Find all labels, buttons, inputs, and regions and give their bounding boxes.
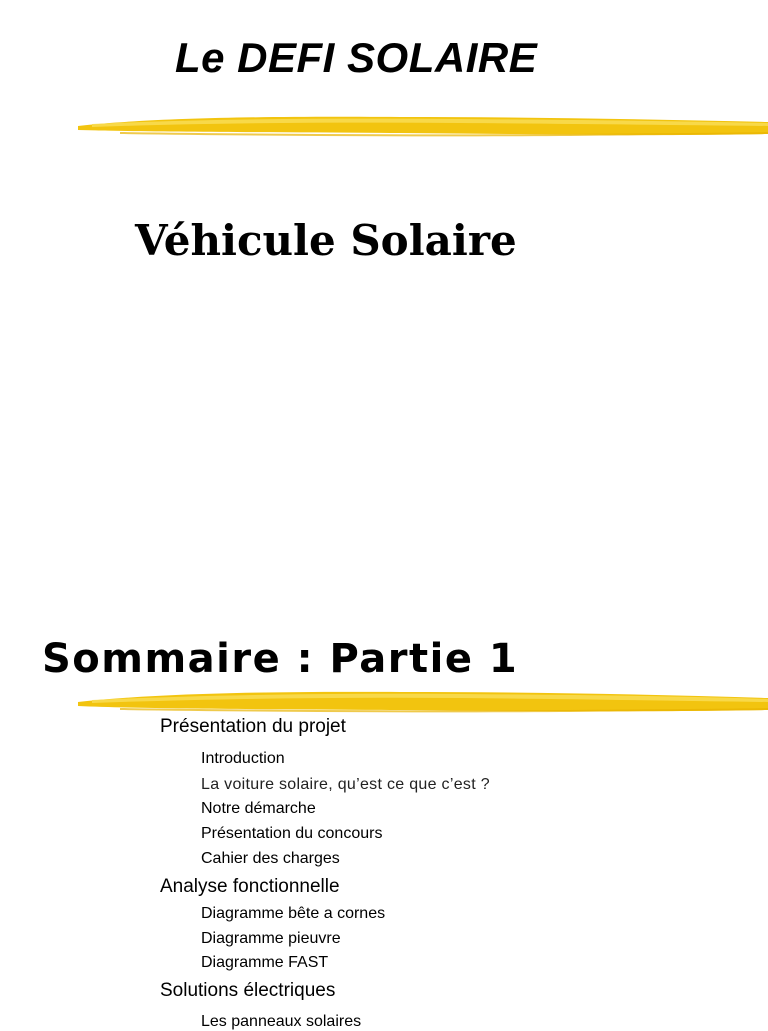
slide-1-subtitle: Véhicule Solaire <box>135 216 517 265</box>
outline-item: La voiture solaire, qu’est ce que c’est ? <box>201 776 490 793</box>
outline-item: Diagramme FAST <box>201 954 329 971</box>
outline-heading-solutions: Solutions électriques <box>160 980 336 1001</box>
yellow-highlight-stroke-1 <box>0 104 768 144</box>
outline-item: Les panneaux solaires <box>201 1013 362 1030</box>
outline-heading-analyse: Analyse fonctionnelle <box>160 876 340 897</box>
outline-item: Cahier des charges <box>201 850 340 867</box>
slide-2-title: Sommaire : Partie 1 <box>42 636 519 682</box>
outline-item: Diagramme bête a cornes <box>201 905 386 922</box>
outline-item: Présentation du concours <box>201 825 383 842</box>
outline-item: Introduction <box>201 750 285 767</box>
outline-item: Notre démarche <box>201 800 316 817</box>
slide-1-title: Le DEFI SOLAIRE <box>175 34 538 81</box>
yellow-highlight-stroke-2 <box>0 680 768 720</box>
outline-item: Diagramme pieuvre <box>201 930 341 947</box>
outline-heading-presentation: Présentation du projet <box>160 716 346 737</box>
